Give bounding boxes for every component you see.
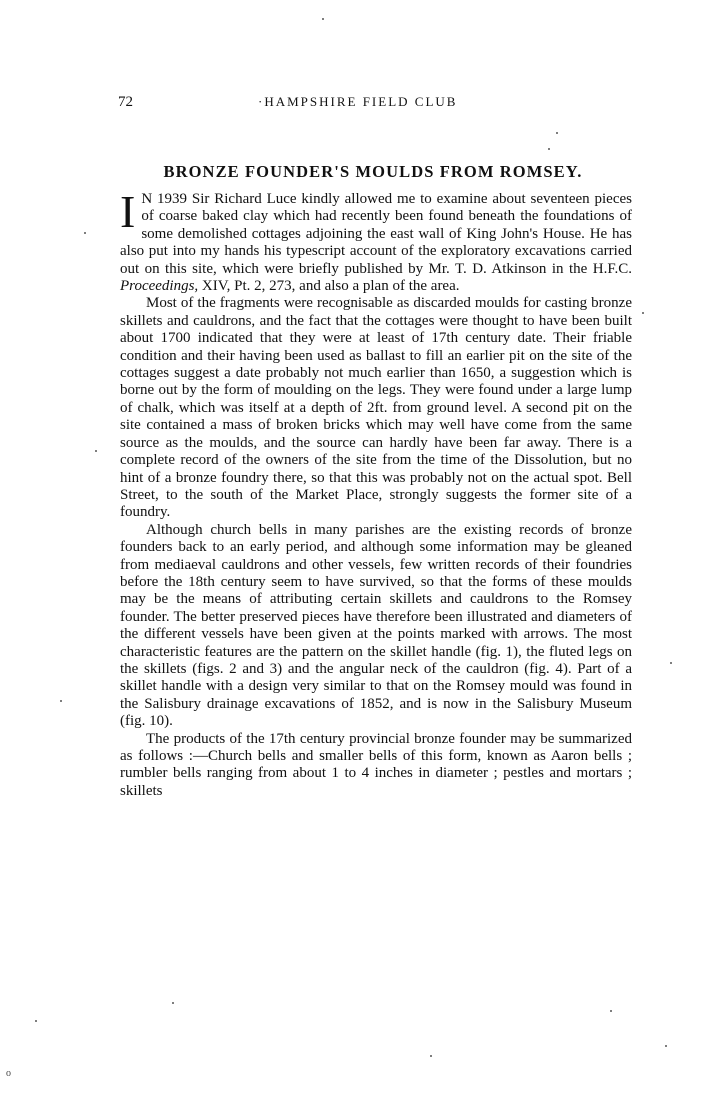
journal-citation: Proceedings, bbox=[120, 278, 199, 295]
journal-name: ·HAMPSHIRE FIELD CLUB bbox=[258, 94, 458, 109]
corner-mark: o bbox=[6, 1068, 11, 1079]
drop-cap: I bbox=[120, 186, 136, 237]
paragraph-1-text: N 1939 Sir Richard Luce kindly allowed me to examine about seventeen pieces of coarse baked clay which had recently been found beneath the foundations of some demolished cottages adjoining the east wall of King John's House. He has also put into my hands his typescript account of the exploratory excavations carried out on this site, which were briefly published by Mr. T. D. Atkinson in the H.F.C. bbox=[120, 191, 632, 277]
scan-speck bbox=[556, 132, 558, 134]
scan-speck bbox=[548, 148, 550, 150]
paragraph-2: Most of the fragments were recognisable as discarded moulds for casting bronze skillets and cauldrons, and the fact that the cottages were thought to have been built about 1700 indicated that they were at least of 17th century date. Their friable condition and their having been used as ballast to fill an earlier pit on the site of the cottages suggest a date probably not much earlier than 1650, a suggestion which is borne out by the form of moulding on the legs. They were found under a large lump of chalk, which was itself at a depth of 2ft. from ground level. A second pit on the site contained a mass of broken bricks which may well have come from the same source as the moulds, and the source can hardly have been far away. There is a complete record of the owners of the site from the time of the Dissolution, but no hint of a bronze foundry there, so that this was probably not on the actual spot. Bell Street, to the south of the Market Place, strongly suggests the former site of a foundry. bbox=[120, 295, 632, 521]
paragraph-3: Although church bells in many parishes are the existing records of bronze founders back to an early period, and although some information may be gleaned from mediaeval cauldrons and other vessels, few written records of their foundries before the 18th century seem to have survived, so that the forms of these moulds may be the means of attributing certain skillets and cauldrons to the Romsey founder. The better preserved pieces have therefore been illustrated and diameters of the different vessels have been given at the points marked with arrows. The most characteristic features are the pattern on the skillet handle (fig. 1), the fluted legs on the skillets (figs. 2 and 3) and the angular neck of the cauldron (fig. 4). Part of a skillet handle with a design very similar to that on the Romsey mould was found in the Salisbury drainage excavations of 1852, and is now in the Salisbury Museum (fig. 10). bbox=[120, 521, 632, 730]
scan-speck bbox=[670, 662, 672, 664]
scan-speck bbox=[665, 1045, 667, 1047]
article-body bbox=[120, 186, 632, 800]
running-head bbox=[118, 92, 618, 112]
scan-speck bbox=[60, 700, 62, 702]
page-number: 72 bbox=[118, 94, 133, 110]
scan-speck bbox=[322, 18, 324, 20]
paragraph-1 bbox=[120, 186, 632, 295]
paragraph-4: The products of the 17th century provincial bronze founder may be summarized as follows :—Church bells and smaller bells of this form, known as Aaron bells ; rumbler bells ranging from about 1 to 4 inches in diameter ; pestles and mortars ; skillets bbox=[120, 730, 632, 799]
scan-speck bbox=[172, 1002, 174, 1004]
article-title: BRONZE FOUNDER'S MOULDS FROM ROMSEY. bbox=[163, 162, 583, 181]
scan-speck bbox=[610, 1010, 612, 1012]
scan-speck bbox=[95, 450, 97, 452]
paragraph-1-end: XIV, Pt. 2, 273, and also a plan of the area. bbox=[198, 278, 460, 295]
scan-speck bbox=[642, 312, 644, 314]
scan-speck bbox=[35, 1020, 37, 1022]
scan-speck bbox=[84, 232, 86, 234]
scan-speck bbox=[430, 1055, 432, 1057]
